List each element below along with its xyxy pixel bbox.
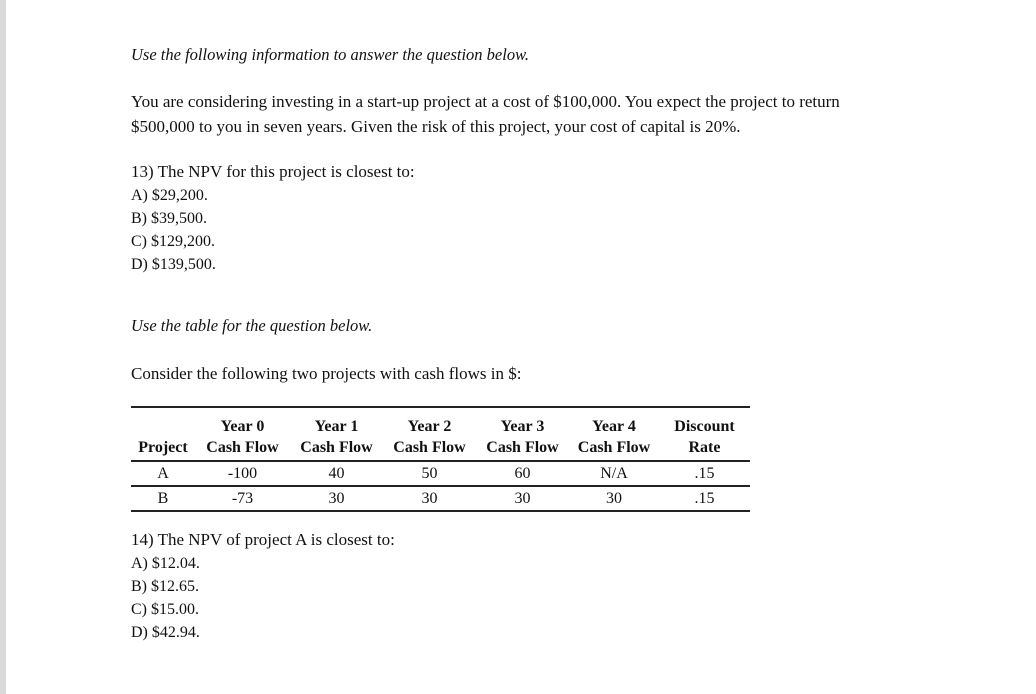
header-cell: Year 2 xyxy=(383,407,476,436)
intro-instruction: Use the following information to answer the question below. xyxy=(131,45,529,64)
table-cell: 30 xyxy=(476,486,569,511)
table-cell: A xyxy=(131,461,195,486)
q13-option-b: B) $39,500. xyxy=(131,210,207,227)
q13-option-c: C) $129,200. xyxy=(131,233,215,250)
table-row xyxy=(131,486,750,511)
header-cell: Rate xyxy=(659,436,750,461)
q13-option-d: D) $139,500. xyxy=(131,256,216,273)
table-cell: 60 xyxy=(476,461,569,486)
table-cell: -73 xyxy=(195,486,290,511)
table-cell: B xyxy=(131,486,195,511)
q14-option-a: A) $12.04. xyxy=(131,555,200,572)
header-cell: Year 3 xyxy=(476,407,569,436)
table-cell: 30 xyxy=(290,486,383,511)
table-cell: -100 xyxy=(195,461,290,486)
scenario-line-1: You are considering investing in a start-up project at a cost of $100,000. You expect the project to return xyxy=(131,92,840,111)
question-13: 13) The NPV for this project is closest to: xyxy=(131,162,415,181)
scenario-line-2: $500,000 to you in seven years. Given the risk of this project, your cost of capital is 20%. xyxy=(131,117,741,136)
header-cell: Project xyxy=(131,436,195,461)
header-cell: Year 0 xyxy=(195,407,290,436)
header-cell: Cash Flow xyxy=(290,436,383,461)
table-cell: N/A xyxy=(569,461,659,486)
table-cell: .15 xyxy=(659,461,750,486)
header-cell: Cash Flow xyxy=(476,436,569,461)
header-cell: Year 1 xyxy=(290,407,383,436)
header-cell xyxy=(131,407,195,436)
table-cell: 40 xyxy=(290,461,383,486)
header-cell: Cash Flow xyxy=(383,436,476,461)
q13-option-a: A) $29,200. xyxy=(131,187,208,204)
header-cell: Cash Flow xyxy=(195,436,290,461)
q14-option-b: B) $12.65. xyxy=(131,578,199,595)
table-cell: 30 xyxy=(383,486,476,511)
q14-option-c: C) $15.00. xyxy=(131,601,199,618)
table-cell: 30 xyxy=(569,486,659,511)
table-cell: 50 xyxy=(383,461,476,486)
header-cell: Year 4 xyxy=(569,407,659,436)
q14-option-d: D) $42.94. xyxy=(131,624,200,641)
question-14: 14) The NPV of project A is closest to: xyxy=(131,530,395,549)
table-header-row xyxy=(131,436,750,461)
header-cell: Discount xyxy=(659,407,750,436)
table-row xyxy=(131,461,750,486)
table-instruction: Use the table for the question below. xyxy=(131,316,373,335)
table-header-row xyxy=(131,407,750,436)
table-intro: Consider the following two projects with cash flows in $: xyxy=(131,364,522,383)
cash-flow-table xyxy=(131,406,750,512)
table-cell: .15 xyxy=(659,486,750,511)
header-cell: Cash Flow xyxy=(569,436,659,461)
